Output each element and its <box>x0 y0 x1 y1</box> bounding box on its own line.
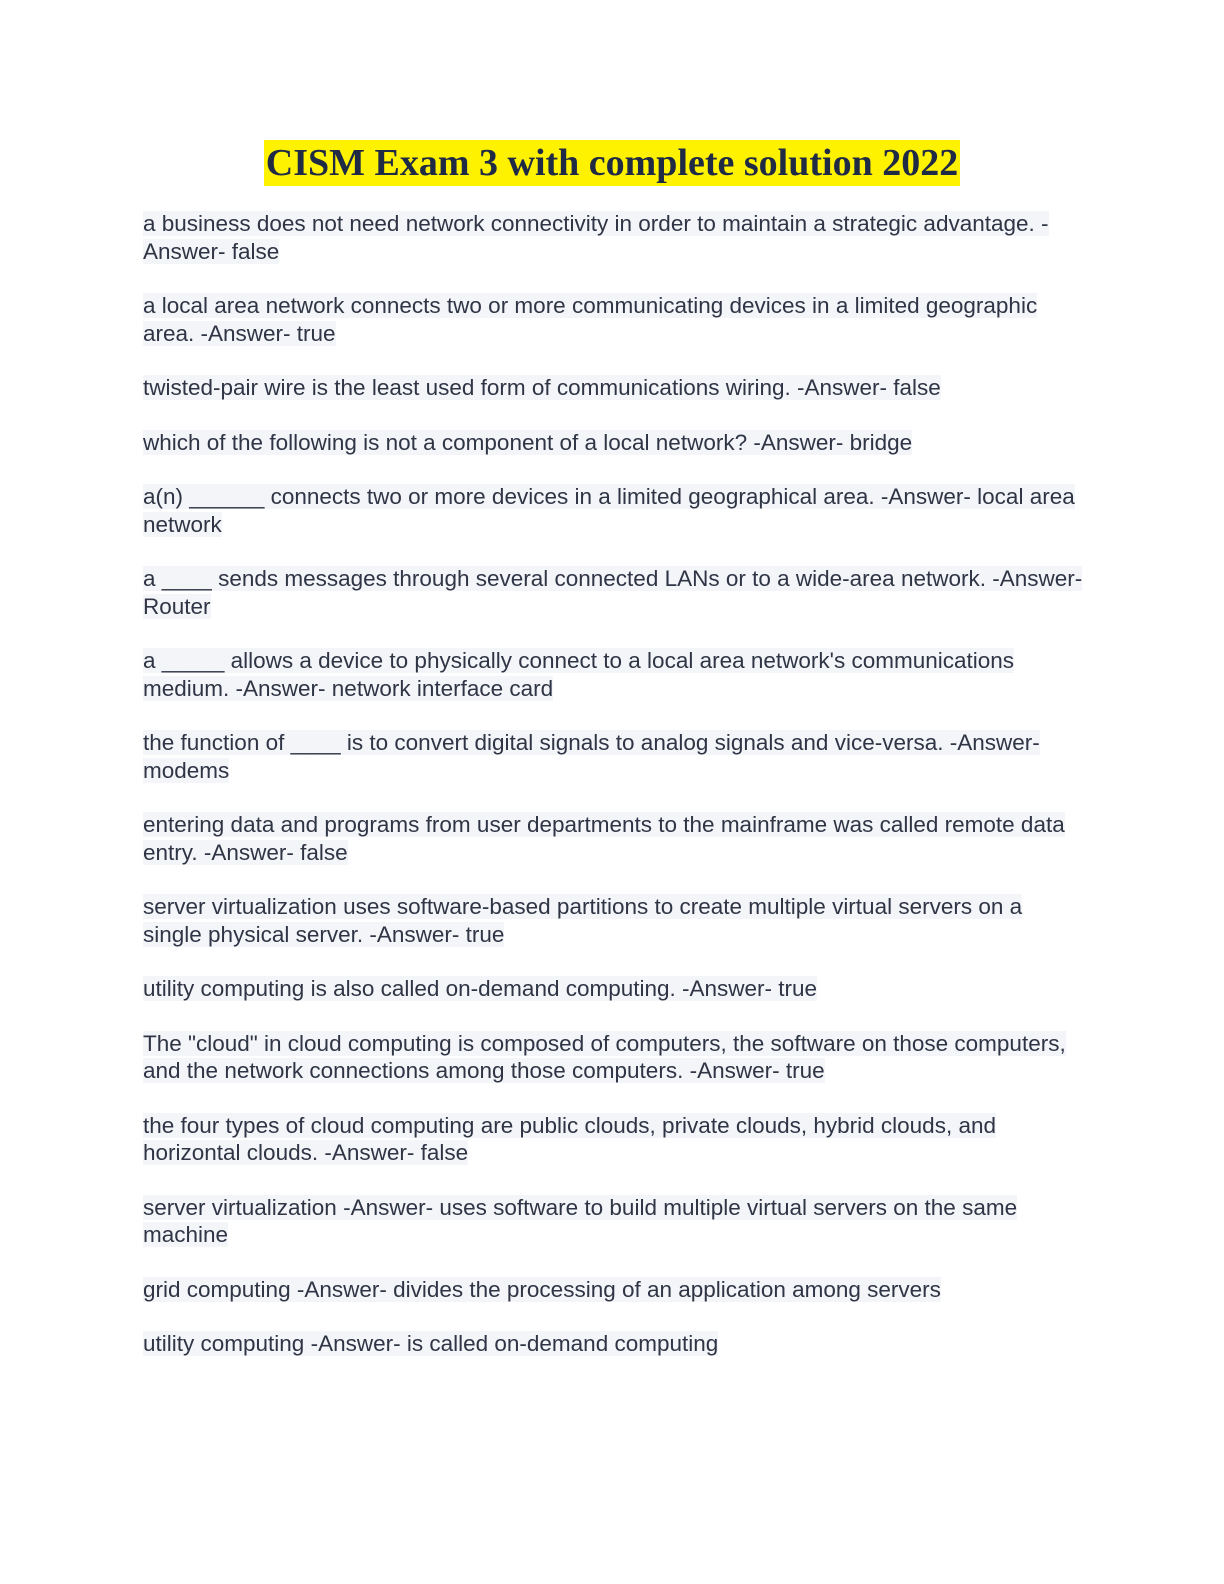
qa-text: twisted-pair wire is the least used form of communications wiring. -Answer- false <box>143 375 941 400</box>
qa-item <box>143 811 1083 866</box>
document-title: CISM Exam 3 with complete solution 2022 <box>265 142 959 184</box>
qa-item <box>143 893 1083 948</box>
qa-item <box>143 1330 1083 1358</box>
qa-text: utility computing is also called on-demand computing. -Answer- true <box>143 976 818 1001</box>
qa-item <box>143 1112 1083 1167</box>
qa-item <box>143 483 1083 538</box>
qa-item <box>143 565 1083 620</box>
qa-text: entering data and programs from user departments to the mainframe was called remote data entry. -Answer- false <box>143 812 1065 865</box>
qa-item <box>143 1194 1083 1249</box>
qa-item <box>143 729 1083 784</box>
qa-list <box>143 210 1083 1385</box>
qa-text: a(n) ______ connects two or more devices in a limited geographical area. -Answer- local area network <box>143 484 1075 537</box>
qa-text: The "cloud" in cloud computing is composed of computers, the software on those computers, and the network connections among those computers. -Answer- true <box>143 1030 1066 1083</box>
qa-item <box>143 429 1083 457</box>
qa-item <box>143 1030 1083 1085</box>
qa-text: server virtualization uses software-based partitions to create multiple virtual servers on a single physical server. -Answer- true <box>143 894 1023 947</box>
qa-text: which of the following is not a component of a local network? -Answer- bridge <box>143 429 913 455</box>
qa-item <box>143 374 1083 402</box>
qa-text: the four types of cloud computing are public clouds, private clouds, hybrid clouds, and horizontal clouds. -Answer- false <box>143 1112 996 1165</box>
qa-item <box>143 1276 1083 1304</box>
title-wrap <box>0 140 1224 186</box>
qa-text: server virtualization -Answer- uses software to build multiple virtual servers on the same machine <box>143 1194 1018 1247</box>
qa-text: a local area network connects two or more communicating devices in a limited geographic area. -Answer- true <box>143 293 1038 346</box>
qa-text: a _____ allows a device to physically connect to a local area network's communications medium. -Answer- network interface card <box>143 648 1015 701</box>
qa-text: utility computing -Answer- is called on-demand computing <box>143 1331 719 1356</box>
qa-text: grid computing -Answer- divides the processing of an application among servers <box>143 1276 941 1302</box>
qa-item <box>143 210 1083 265</box>
qa-text: a ____ sends messages through several connected LANs or to a wide-area network. -Answer- Router <box>143 566 1083 619</box>
qa-item <box>143 647 1083 702</box>
qa-item <box>143 975 1083 1003</box>
qa-item <box>143 292 1083 347</box>
qa-text: the function of ____ is to convert digital signals to analog signals and vice-versa. -Answer- modems <box>143 730 1040 783</box>
qa-text: a business does not need network connectivity in order to maintain a strategic advantage. -Answer- false <box>143 211 1049 264</box>
